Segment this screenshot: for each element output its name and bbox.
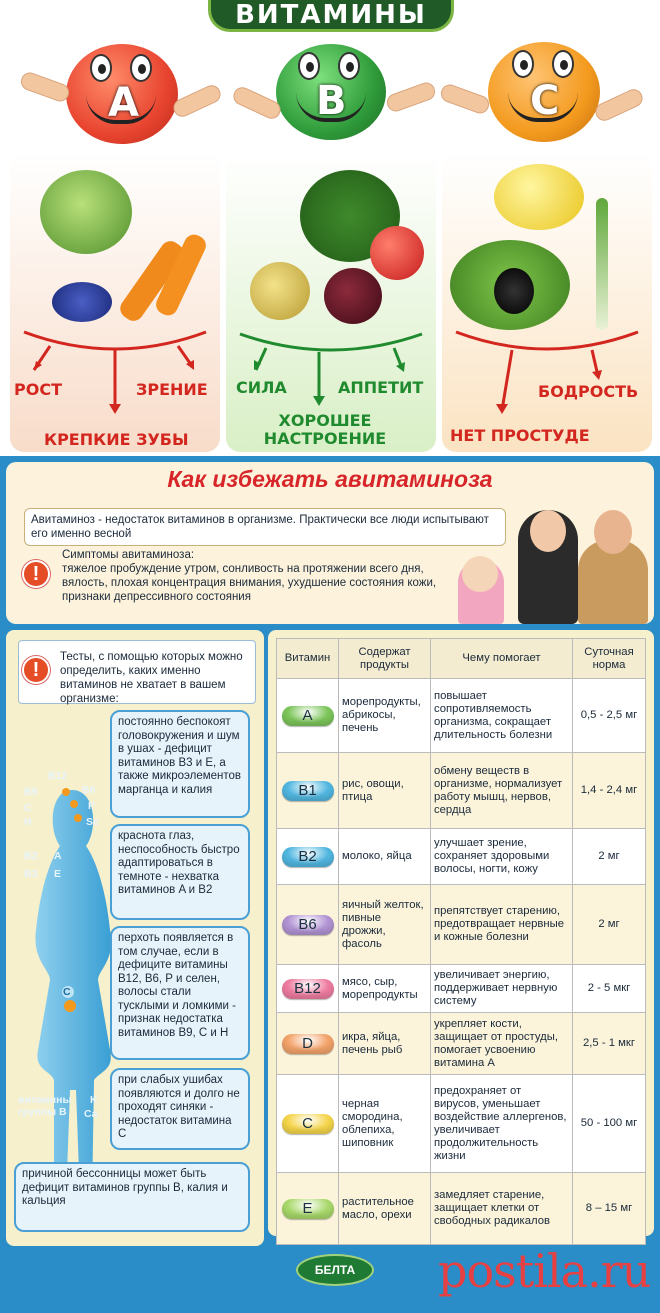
green-onion-icon [596, 198, 608, 330]
norm-cell: 8 – 15 мг [573, 1173, 646, 1245]
hand-icon [593, 86, 646, 123]
helps-cell: препятствует старению, предотвращает нервные и кожные болезни [431, 885, 573, 965]
table-row [277, 885, 646, 965]
vitamin-pill: C [282, 1114, 334, 1134]
people-illustration [448, 500, 654, 624]
vitamin-cell [277, 885, 339, 965]
body-label-k: K [90, 1094, 98, 1106]
page-title: ВИТАМИНЫ [235, 0, 427, 30]
vitamin-cell [277, 1013, 339, 1075]
helps-cell: повышает сопротивляемость организма, сокращает длительность болезни [431, 679, 573, 753]
warning-icon: ! [22, 656, 50, 684]
hand-icon [171, 82, 224, 119]
products-cell: растительное масло, орехи [339, 1173, 431, 1245]
helps-cell: предохраняет от вирусов, уменьшает воздействие аллергенов, увеличивает продолжительность жизни [431, 1075, 573, 1173]
helps-cell: улучшает зрение, сохраняет здоровыми волосы, ногти, кожу [431, 829, 573, 885]
vitamin-a-ball [66, 44, 178, 144]
body-label-group-b: витамины группы B [18, 1094, 72, 1118]
vitamin-cell [277, 753, 339, 829]
norm-cell: 2,5 - 1 мкг [573, 1013, 646, 1075]
norm-cell: 50 - 100 мг [573, 1075, 646, 1173]
body-dot [62, 788, 70, 796]
test-bubble-5 [14, 1162, 250, 1232]
test-bubble-2 [110, 824, 250, 920]
page-title-pill [208, 0, 454, 32]
helps-cell: укрепляет кости, защищает от простуды, помогает усвоению витамина А [431, 1013, 573, 1075]
test-bubble-4 [110, 1068, 250, 1150]
vitamin-cell [277, 679, 339, 753]
postila-watermark: postila.ru [438, 1244, 651, 1298]
vitamin-a-letter: A [108, 80, 139, 126]
vitamin-b-ball [276, 44, 386, 140]
products-cell: молоко, яйца [339, 829, 431, 885]
body-label-a: A [54, 850, 62, 862]
table-header: Содержат продукты [339, 639, 431, 679]
body-label-b12: B12 [48, 770, 68, 782]
man-head [594, 510, 632, 554]
intro-text: Авитаминоз - недостаток витаминов в организме. Практически все люди испытывают его именно весной [31, 514, 489, 540]
beet-icon [324, 268, 382, 324]
body-label-b3: B3 [24, 868, 38, 880]
panel-b-right-label: АППЕТИТ [338, 378, 424, 397]
currant-icon [494, 268, 534, 314]
body-dot [64, 1000, 76, 1012]
products-cell: мясо, сыр, морепродукты [339, 965, 431, 1013]
intro-box [24, 508, 506, 546]
vitamin-pill: B6 [282, 915, 334, 935]
panel-a-bottom-label: КРЕПКИЕ ЗУБЫ [44, 430, 189, 449]
norm-cell: 0,5 - 2,5 мг [573, 679, 646, 753]
vitamin-pill: B12 [282, 979, 334, 999]
products-cell: рис, овощи, птица [339, 753, 431, 829]
body-dot [70, 800, 78, 808]
table-header: Витамин [277, 639, 339, 679]
body-label-b6: B6 [82, 784, 96, 796]
test-bubble-text: при слабых ушибах появляются и долго не проходят синяки - недостаток витамина C [118, 1074, 240, 1140]
panel-a-left-label: РОСТ [14, 380, 62, 399]
arrows-panel-b [226, 326, 436, 416]
table-row [277, 1075, 646, 1173]
vitamin-pill: B1 [282, 781, 334, 801]
hand-icon [438, 82, 491, 116]
panel-a-right-label: ЗРЕНИЕ [136, 380, 208, 399]
hand-icon [384, 80, 437, 114]
table-header: Суточная норма [573, 639, 646, 679]
table-row [277, 1013, 646, 1075]
vitamin-cell [277, 1075, 339, 1173]
symptoms-block [62, 548, 452, 604]
potato-icon [250, 262, 310, 320]
body-label-c2: C [63, 986, 71, 998]
hand-icon [18, 70, 71, 104]
products-cell: икра, яйца, печень рыб [339, 1013, 431, 1075]
norm-cell: 1,4 - 2,4 мг [573, 753, 646, 829]
arrows-panel-c [442, 326, 652, 426]
body-label-ca: Ca [84, 1108, 98, 1120]
table-row [277, 829, 646, 885]
warning-icon: ! [22, 560, 50, 588]
vitamin-pill: B2 [282, 847, 334, 867]
vitamin-b-letter: B [316, 78, 347, 124]
symptoms-title: Симптомы авитаминоза: [62, 549, 195, 561]
belta-logo: БЕЛТА [296, 1254, 374, 1286]
vitamin-cell [277, 1173, 339, 1245]
vitamin-cell [277, 965, 339, 1013]
test-bubble-text: постоянно беспокоят головокружения и шум в ушах - дефицит витаминов B3 и E, а также микроэлементов марганца и калия [118, 716, 242, 796]
apple-icon [370, 226, 424, 280]
table-row [277, 679, 646, 753]
body-label-e: E [54, 868, 62, 880]
test-bubble-text: перхоть появляется в том случае, если в дефиците витамины B12, B6, P и селен, волосы стали тусклыми и ломкими - признак недостатка витаминов B9, C и H [118, 932, 236, 1039]
body-dot [74, 814, 82, 822]
girl-head [462, 556, 498, 592]
tests-intro-text: Тесты, с помощью которых можно определить, каких именно витаминов не хватает в вашем организме: [60, 651, 243, 705]
norm-cell: 2 мг [573, 829, 646, 885]
test-bubble-text: причиной бессонницы может быть дефицит витаминов группы B, калия и кальция [22, 1168, 228, 1207]
test-bubble-text: краснота глаз, неспособность быстро адаптироваться в темноте - нехватка витаминов A и B2 [118, 830, 240, 896]
vitamin-c-ball [488, 42, 600, 142]
woman-head [530, 510, 566, 552]
helps-cell: увеличивает энергию, поддерживает нервную систему [431, 965, 573, 1013]
products-cell: морепродукты, абрикосы, печень [339, 679, 431, 753]
table-row [277, 753, 646, 829]
body-label-p: P [88, 800, 96, 812]
products-cell: черная смородина, облепиха, шиповник [339, 1075, 431, 1173]
cabbage-icon [40, 170, 132, 254]
body-label-b9: B9 [24, 786, 38, 798]
helps-cell: замедляет старение, защищает клетки от свободных радикалов [431, 1173, 573, 1245]
panel-b-left-label: СИЛА [236, 378, 287, 397]
vitamin-cell [277, 829, 339, 885]
vitamin-pill: E [282, 1199, 334, 1219]
vitamin-pill: A [282, 706, 334, 726]
table-row [277, 965, 646, 1013]
vitamin-pill: D [282, 1034, 334, 1054]
section-title: Как избежать авитаминоза [167, 466, 493, 492]
vitamins-table [276, 638, 646, 1245]
symptoms-text: тяжелое пробуждение утром, сонливость на протяжении всего дня, вялость, плохая концентрация внимания, ухудшение состояния кожи, признаки депрессивного состояния [62, 563, 437, 603]
panel-b-bottom-label: ХОРОШЕЕ НАСТРОЕНИЕ [263, 411, 387, 448]
arrows-panel-a [10, 326, 220, 426]
norm-cell: 2 - 5 мкг [573, 965, 646, 1013]
test-bubble-3 [110, 926, 250, 1060]
vitamin-c-letter: C [530, 78, 560, 124]
body-label-c: C [24, 802, 32, 814]
panel-c-right-label: БОДРОСТЬ [538, 382, 639, 401]
lemon-icon [494, 164, 584, 230]
body-label-h: H [24, 816, 32, 828]
table-header: Чему помогает [431, 639, 573, 679]
helps-cell: обмену веществ в организме, нормализует работу мышц, нервов, сердца [431, 753, 573, 829]
body-label-se: Se [86, 816, 99, 828]
body-label-b2: B2 [24, 850, 38, 862]
table-row [277, 1173, 646, 1245]
panel-c-bottom-label: НЕТ ПРОСТУДЕ [450, 426, 590, 445]
products-cell: яичный желток, пивные дрожжи, фасоль [339, 885, 431, 965]
test-bubble-1 [110, 710, 250, 818]
blueberry-icon [52, 282, 112, 322]
norm-cell: 2 мг [573, 885, 646, 965]
